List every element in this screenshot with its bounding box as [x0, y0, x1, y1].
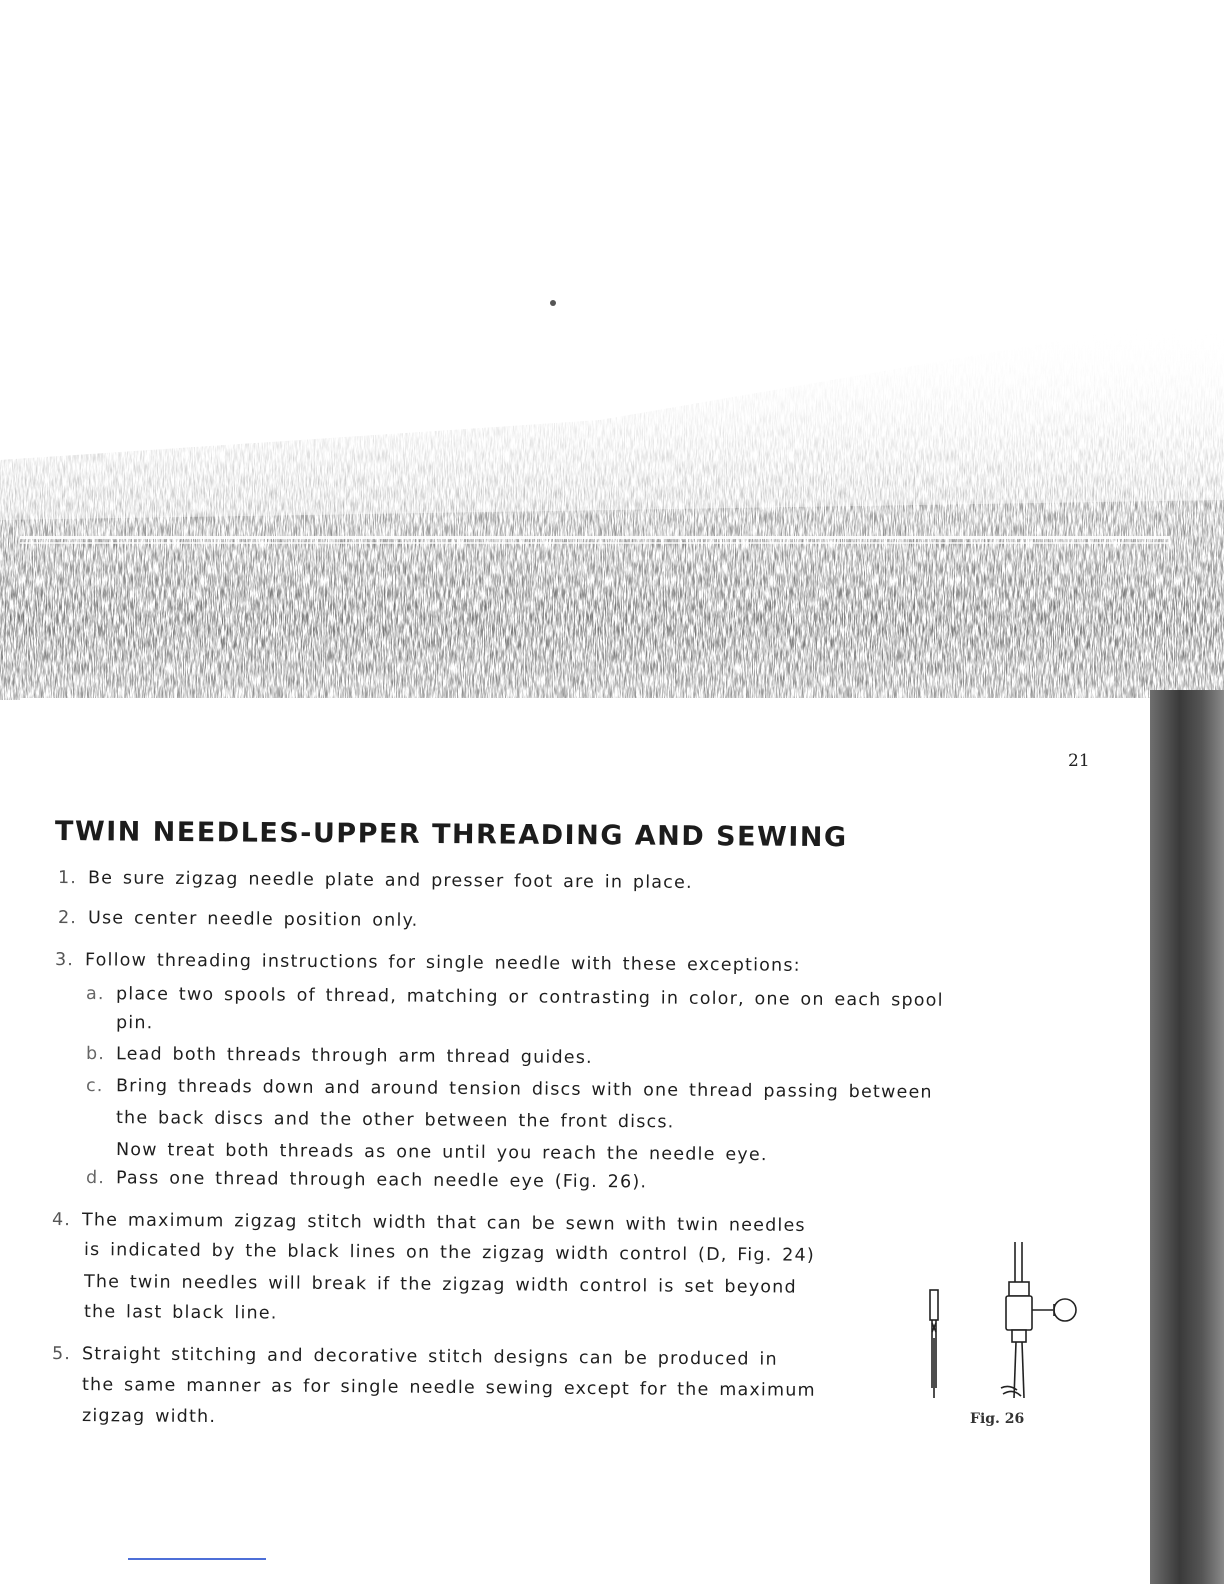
- scan-noise-photo: [0, 300, 1224, 700]
- figure-caption: Fig. 26: [970, 1411, 1025, 1427]
- step-4-line-3: The twin needles will break if the zigzag width control is set beyond: [83, 1272, 797, 1298]
- step-text: Be sure zigzag needle plate and presser foot are in place.: [87, 868, 693, 893]
- substep-a-continued: pin.: [115, 1013, 154, 1034]
- step-marker: 5.: [51, 1344, 72, 1365]
- substep-text: Pass one thread through each needle eye (Fig. 26).: [115, 1168, 648, 1193]
- step-marker: 1.: [57, 868, 78, 889]
- substep-text: Lead both threads through arm thread guides.: [115, 1044, 593, 1068]
- step-5-line-3: zigzag width.: [81, 1406, 217, 1428]
- step-text: Follow threading instructions for single needle with these exceptions:: [84, 950, 801, 976]
- step-text: Use center needle position only.: [87, 908, 419, 931]
- step-marker: 4.: [51, 1210, 72, 1231]
- step-marker: 2.: [57, 908, 78, 929]
- substep-marker: a.: [85, 984, 105, 1005]
- step-4-line-2: is indicated by the black lines on the zigzag width control (D, Fig. 24): [83, 1240, 815, 1266]
- substep-b: [86, 1044, 593, 1068]
- substep-text: Bring threads down and around tension discs with one thread passing between: [115, 1076, 933, 1103]
- scan-blue-mark: [128, 1558, 266, 1560]
- substep-marker: d.: [85, 1168, 106, 1189]
- step-5-line-2: the same manner as for single needle sewing except for the maximum: [81, 1375, 816, 1401]
- needle-drawing: [905, 1238, 1095, 1408]
- page-number: 21: [1068, 751, 1090, 771]
- twin-needle-illustration: [905, 1238, 1095, 1438]
- substep-marker: b.: [85, 1044, 106, 1065]
- step-text: Straight stitching and decorative stitch designs can be produced in: [81, 1344, 778, 1370]
- step-text: The maximum zigzag stitch width that can be sewn with twin needles: [81, 1210, 806, 1236]
- substep-c-line-2: the back discs and the other between the front discs.: [115, 1108, 675, 1133]
- substep-text: place two spools of thread, matching or contrasting in color, one on each spool: [115, 984, 944, 1011]
- step-4-line-4: the last black line.: [83, 1302, 278, 1324]
- page-title: TWIN NEEDLES-UPPER THREADING AND SEWING: [54, 816, 848, 854]
- substep-c-line-3: Now treat both threads as one until you reach the needle eye.: [115, 1140, 768, 1166]
- substep-marker: c.: [85, 1076, 104, 1097]
- step-2: [58, 908, 419, 931]
- step-marker: 3.: [54, 950, 75, 971]
- scan-right-edge: [1150, 690, 1224, 1584]
